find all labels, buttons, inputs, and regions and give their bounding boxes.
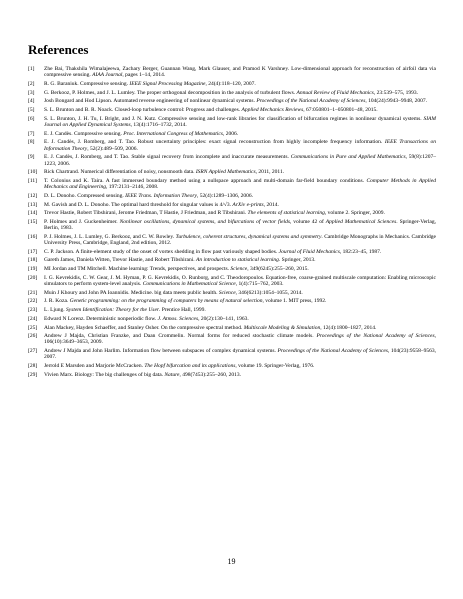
reference-text-segment: S. L. Brunton and B. R. Noack. Closed-loop turbulence control: Progress and challenges. <box>44 107 242 113</box>
reference-title-italic: ISRN Applied Mathematics <box>195 169 256 176</box>
reference-text-segment: , 498(7453):255–260, 2013. <box>179 371 242 378</box>
reference-text-segment: Alan Mackey, Hayden Schaeffer, and Stanley Osher. On the compressive spectral method. <box>44 324 244 331</box>
reference-title-italic: IEEE Trans. Information Theory <box>125 192 197 199</box>
reference-number: [19] <box>28 266 38 273</box>
reference-text-segment: , 52(2):489–509, 2006. <box>87 145 138 152</box>
reference-text <box>44 98 436 104</box>
reference-item <box>28 139 436 152</box>
reference-number: [25] <box>28 324 38 331</box>
reference-text-segment: , pages 1–14, 2014. <box>122 72 166 79</box>
reference-text <box>44 219 436 232</box>
reference-list <box>28 66 436 380</box>
reference-text <box>44 363 436 369</box>
reference-text-segment: Andrew J Majda and John Harlim. Information flow between subspaces of complex dynamical systems. <box>44 348 278 355</box>
reference-number: [27] <box>28 348 38 355</box>
reference-text-segment: , 2011, 2011. <box>255 169 285 176</box>
reference-text-segment: , 12(4):1800–1827, 2014. <box>320 324 377 331</box>
reference-text <box>44 325 436 331</box>
reference-text-segment: R. G. Baraniuk. Compressive sensing. <box>44 80 130 87</box>
reference-text-segment: T. Colonius and K. Taira. A fast immersed boundary method using a nullspace approach and multi-domain far-field boundary conditions. <box>44 177 367 184</box>
reference-item <box>28 131 436 137</box>
reference-text-segment: Trevor Hastie, Robert Tibshirani, Jerome Friedman, T Hastie, J Friedman, and R Tibshirani. <box>44 210 248 217</box>
reference-item <box>28 154 436 167</box>
reference-item <box>28 66 436 79</box>
reference-item <box>28 210 436 216</box>
reference-number: [29] <box>28 371 38 378</box>
reference-number: [12] <box>28 192 38 199</box>
reference-text-segment: , 104(23):9558–9563, 2007. <box>44 348 436 361</box>
reference-item <box>28 266 436 272</box>
reference-number: [28] <box>28 363 38 370</box>
reference-text-segment: . Cambridge Monographs in Mechanics. Cambridge University Press, Cambridge, England, 2nd edition, 2012. <box>44 233 436 247</box>
reference-text-segment: , 182:23–45, 1987. <box>339 248 382 255</box>
reference-title-italic: Multiscale Modeling & Simulation <box>243 324 321 331</box>
reference-text-segment: Gareth James, Daniela Witten, Trevor Hastie, and Robert Tibshirani. <box>44 257 196 264</box>
reference-text-segment: D. L. Donoho. Compressed sensing. <box>44 192 126 199</box>
reference-text <box>44 249 436 255</box>
reference-text <box>44 348 436 361</box>
reference-text-segment: Muin J Khoury and John PA Ioannidis. Medicine. big data meets public health. <box>44 289 219 296</box>
reference-text <box>44 275 436 288</box>
reference-number: [14] <box>28 210 38 217</box>
reference-text-segment: Josh Bongard and Hod Lipson. Automated reverse engineering of nonlinear dynamical systems. <box>44 98 257 105</box>
reference-item <box>28 325 436 331</box>
reference-number: [6] <box>28 115 35 122</box>
reference-text-segment: , 52(4):1289–1306, 2006. <box>196 192 254 199</box>
reference-text <box>44 316 436 322</box>
reference-text <box>44 131 436 137</box>
reference-text-segment: . Prentice Hall, 1999. <box>159 307 206 314</box>
reference-title-italic: Proc. International Congress of Mathematics <box>123 130 223 137</box>
reference-item <box>28 107 436 113</box>
reference-number: [15] <box>28 218 38 225</box>
reference-text-segment: Zhe Bai, Thakshila Wimalajeewa, Zachary Berger, Guannan Wang, Mark Glauser, and Pramod K Varshney. Low-dimensional approach for reconstruction of airfoil data via compressive sensing. <box>44 66 436 79</box>
reference-item <box>28 202 436 208</box>
reference-text-segment: , 59(8):1207–1223, 2006. <box>44 154 436 167</box>
reference-title-italic: Proceedings of the National Academy of Sciences <box>256 98 366 105</box>
reference-number: [18] <box>28 257 38 264</box>
reference-text <box>44 178 436 191</box>
reference-text-segment: , volume 42 of <box>289 218 326 225</box>
reference-text <box>44 234 436 247</box>
reference-item <box>28 249 436 255</box>
reference-title-italic: An introduction to statistical learning <box>195 257 279 264</box>
reference-title-italic: Applied Mechanics Reviews <box>241 107 304 113</box>
reference-text <box>44 290 436 296</box>
reference-text-segment: MI Jordan and TM Mitchell. Machine learning: Trends, perspectives, and prospects. <box>44 266 231 273</box>
reference-number: [17] <box>28 248 38 255</box>
reference-title-italic: Communications in Pure and Applied Mathematics <box>290 154 406 161</box>
reference-title-italic: The Hopf bifurcation and its applications <box>144 363 236 370</box>
reference-title-italic: Proceedings of the National Academy of Sciences <box>277 348 388 355</box>
reference-text-segment: Edward N Lorenz. Deterministic nonperiodic flow. <box>44 315 158 322</box>
reference-text-segment: . Springer, 2013. <box>278 257 316 264</box>
reference-item <box>28 169 436 175</box>
reference-number: [16] <box>28 233 38 240</box>
reference-title-italic: ArXiv e-prints <box>232 201 264 208</box>
reference-title-italic: SIAM Journal on Applied Dynamical Systems <box>44 115 436 128</box>
reference-number: [10] <box>28 169 38 176</box>
reference-text-segment: , volume 2. Springer, 2009. <box>324 210 385 217</box>
reference-title-italic: Genetic programming: on the programming of computers by means of natural selection <box>69 298 263 305</box>
reference-text <box>44 202 436 208</box>
reference-number: [21] <box>28 289 38 296</box>
reference-text-segment: G. Berkooz, P. Holmes, and J. L. Lumley. The proper orthogonal decomposition in the analysis of turbulent flows. <box>44 89 297 96</box>
reference-title-italic: AIAA Journal <box>92 72 123 79</box>
reference-item <box>28 81 436 87</box>
reference-text-segment: , 349(6245):255–260, 2015. <box>247 266 309 273</box>
reference-text-segment: , 2006. <box>222 130 239 137</box>
reference-text <box>44 107 436 113</box>
reference-item <box>28 90 436 96</box>
reference-item <box>28 298 436 304</box>
reference-number: [24] <box>28 315 38 322</box>
reference-text-segment: , 20(2):130–141, 1963. <box>198 315 249 322</box>
reference-text <box>44 154 436 167</box>
reference-number: [13] <box>28 201 38 208</box>
reference-text-segment: , 106(10):3649–3653, 2009. <box>44 333 436 346</box>
reference-text <box>44 307 436 313</box>
reference-title-italic: Communications in Mathematical Science <box>142 281 236 288</box>
reference-title-italic: Turbulence, coherent structures, dynamical systems and symmetry <box>175 233 322 240</box>
reference-text <box>44 81 436 87</box>
reference-text-segment: , 197:2131–2146, 2008. <box>106 184 159 191</box>
reference-number: [4] <box>28 98 35 105</box>
reference-text-segment: , 346(6213):1054–1055, 2014. <box>235 289 303 296</box>
reference-text-segment: , 104(24):9943–9948, 2007. <box>365 98 427 105</box>
reference-item <box>28 333 436 346</box>
reference-number: [9] <box>28 154 35 161</box>
reference-title-italic: IEEE Signal Processing Magazine <box>129 80 206 87</box>
reference-text <box>44 116 436 129</box>
reference-text-segment: , 13(4):1716–1732, 2014. <box>130 121 187 128</box>
reference-number: [1] <box>28 66 35 72</box>
reference-number: [7] <box>28 130 35 137</box>
reference-text-segment: J. R. Koza. <box>44 298 70 305</box>
reference-text-segment: , 2014. <box>263 201 279 208</box>
reference-text-segment: L. Ljung. <box>44 307 66 314</box>
reference-title-italic: Science <box>218 289 236 296</box>
reference-number: [3] <box>28 89 35 96</box>
reference-text <box>44 139 436 152</box>
reference-text-segment: P. J. Holmes, J. L. Lumley, G. Berkooz, and C. W. Rowley. <box>44 233 176 240</box>
reference-item <box>28 348 436 361</box>
reference-title-italic: System Identification: Theory for the User <box>66 307 160 314</box>
reference-number: [5] <box>28 107 35 113</box>
reference-text <box>44 257 436 263</box>
reference-item <box>28 116 436 129</box>
reference-item <box>28 372 436 378</box>
reference-text-segment: I. G. Kevrekidis, C. W. Gear, J. M. Hyman, P. G. Kevrekidis, O. Runborg, and C. Theodoropoulos. Equation-free, coarse-grained multiscale computation: Enabling microscopic simulators to perform system-level analysis. <box>44 274 436 288</box>
reference-text-segment: , volume 19. Springer-Verlag, 1976. <box>235 363 315 370</box>
reference-number: [23] <box>28 307 38 314</box>
reference-number: [20] <box>28 274 38 281</box>
reference-title-italic: Nature <box>164 371 180 378</box>
reference-text <box>44 66 436 79</box>
reference-text-segment: C. P. Jackson. A finite-element study of the onset of vortex shedding in flow past variously shaped bodies. <box>44 248 279 255</box>
reference-title-italic: Science <box>230 266 248 273</box>
reference-text <box>44 90 436 96</box>
reference-title-italic: The elements of statistical learning <box>247 210 325 217</box>
reference-item <box>28 219 436 232</box>
reference-text <box>44 372 436 378</box>
reference-text <box>44 266 436 272</box>
reference-text-segment: , volume 1. MIT press, 1992. <box>262 298 327 305</box>
reference-number: [8] <box>28 139 35 146</box>
reference-title-italic: Computer Methods in Applied Mechanics and Engineering <box>44 177 436 191</box>
reference-text-segment: , 23:539–575, 1993. <box>373 89 418 96</box>
reference-text-segment: M. Gavish and D. L. Donoho. The optimal hard threshold for singular values is 4/√3. <box>44 201 233 208</box>
reference-title-italic: IEEE Transactions on Information Theory <box>44 139 436 152</box>
reference-text-segment: , 67:050801–1–050801–48, 2015. <box>303 107 378 113</box>
reference-number: [22] <box>28 298 38 305</box>
reference-text-segment: P. Holmes and J. Guckenheimer. <box>44 218 120 225</box>
reference-number: [26] <box>28 333 38 340</box>
reference-text-segment: Rick Chartrand. Numerical differentiation of noisy, nonsmooth data. <box>44 169 196 176</box>
reference-text-segment: Jerrold E Marsden and Marjorie McCracken. <box>44 363 145 370</box>
reference-text-segment: . Springer-Verlag, Berlin, 1983. <box>44 218 436 232</box>
reference-item <box>28 363 436 369</box>
reference-title-italic: J. Atmos. Sciences <box>157 315 199 322</box>
reference-text-segment: S. L. Brunton, J. H. Tu, I. Bright, and J. N. Kutz. Compressive sensing and low-rank libraries for classification of bifurcation regimes in nonlinear dynamical systems. <box>44 115 424 122</box>
reference-text-segment: , 1(4):715–762, 2003. <box>235 281 284 288</box>
reference-item <box>28 275 436 288</box>
reference-text-segment: E. J. Candès, J. Romberg, and T. Tao. Robust uncertainty principles: exact signal reconstruction from highly incomplete frequency information. <box>44 139 385 146</box>
reference-item <box>28 257 436 263</box>
reference-text-segment: E. J. Candès, J. Romberg, and T. Tao. Stable signal recovery from incomplete and inaccurate measurements. <box>44 154 291 161</box>
reference-item <box>28 193 436 199</box>
reference-item <box>28 316 436 322</box>
references-heading: References <box>28 42 89 57</box>
reference-text-segment: E. J. Candès. Compressive sensing. <box>44 130 124 137</box>
reference-item <box>28 98 436 104</box>
reference-text <box>44 169 436 175</box>
reference-title-italic: Nonlinear oscillations, dynamical systems, and bifurcations of vector fields <box>119 218 290 225</box>
reference-text <box>44 193 436 199</box>
reference-item <box>28 234 436 247</box>
reference-text-segment: Andrew J Majda, Christian Franzke, and Daan Crommelin. Normal forms for reduced stochastic climate models. <box>44 333 317 340</box>
reference-text <box>44 298 436 304</box>
reference-item <box>28 178 436 191</box>
reference-title-italic: Annual Review of Fluid Mechanics <box>296 89 374 96</box>
reference-text-segment: , 24(4):118–120, 2007. <box>205 80 256 87</box>
reference-title-italic: Journal of Fluid Mechanics <box>278 248 340 255</box>
reference-text-segment: Vivien Marx. Biology: The big challenges of big data. <box>44 371 165 378</box>
reference-item <box>28 290 436 296</box>
reference-number: [2] <box>28 80 35 87</box>
reference-title-italic: Applied Mathematical Sciences <box>325 218 397 225</box>
reference-item <box>28 307 436 313</box>
reference-text <box>44 333 436 346</box>
reference-title-italic: Proceedings of the National Academy of Sciences <box>316 333 435 340</box>
page-number: 19 <box>227 557 236 566</box>
reference-number: [11] <box>28 177 37 184</box>
reference-text <box>44 210 436 216</box>
